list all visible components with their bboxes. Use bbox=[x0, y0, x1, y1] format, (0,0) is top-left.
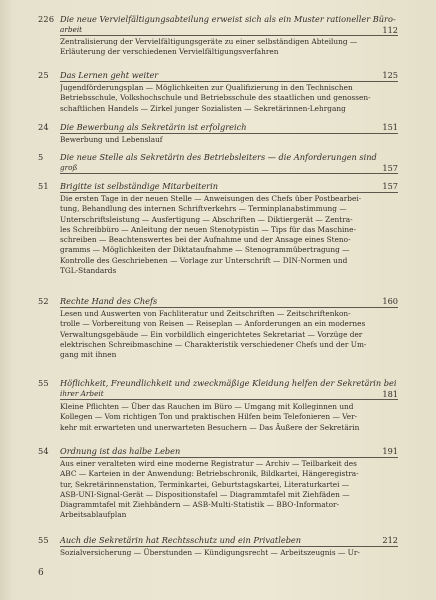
toc-entry bbox=[38, 535, 398, 557]
summary-line: gang mit ihnen bbox=[60, 350, 117, 360]
summary-line: Kontrolle des Geschriebenen — Vorlage zur Unterschrift — DIN-Normen und bbox=[60, 255, 348, 265]
summary-line: schaftlichen Handels — Zirkel junger Sozialisten — Sekretärinnen-Lehrgang bbox=[60, 103, 346, 113]
divider bbox=[60, 133, 398, 134]
summary-line: Zentralisierung der Vervielfältigungsgeräte zu einer selbständigen Abteilung — bbox=[60, 37, 358, 46]
chapter-number: 52 bbox=[38, 296, 49, 306]
divider bbox=[60, 399, 398, 400]
chapter-number: 55 bbox=[38, 535, 49, 545]
chapter-title: Die neue Stelle als Sekretärin des Betriebsleiters — die Anforderungen sind bbox=[60, 152, 377, 162]
chapter-number: 54 bbox=[38, 446, 49, 456]
toc-entry bbox=[38, 152, 398, 173]
summary-line: Diagrammtafel mit Ziehbändern — ASB-Multi-Statistik — BBO-Informator- bbox=[60, 500, 340, 510]
summary-line: kehr mit erwarteten und unerwarteten Besuchern — Das Äußere der Sekretärin bbox=[60, 422, 360, 432]
summary-line: Erläuterung der verschiedenen Vervielfältigungsverfahren bbox=[60, 47, 279, 57]
chapter-summary bbox=[60, 37, 398, 58]
chapter-summary bbox=[60, 83, 398, 114]
page-number: 157 bbox=[382, 181, 398, 191]
chapter-title: Brigitte ist selbständige Mitarbeiterin bbox=[60, 181, 218, 191]
summary-line: ABC — Karteien in der Anwendung: Betriebschronik, Bildkartei, Hängeregistra- bbox=[60, 469, 359, 479]
divider bbox=[60, 35, 398, 36]
divider bbox=[60, 81, 398, 82]
summary-line: tung, Behandlung des internen Schriftverkehrs — Terminplanabstimmung — bbox=[60, 204, 347, 214]
chapter-title: Die neue Vervielfältigungsabteilung erweist sich als ein Muster rationeller Büro- bbox=[60, 14, 396, 24]
summary-line: Sozialversicherung — Überstunden — Kündigungsrecht — Arbeitszeugnis — Ur- bbox=[60, 548, 360, 557]
divider bbox=[60, 546, 398, 547]
chapter-title-cont: arbeit bbox=[60, 25, 83, 34]
toc-entry bbox=[38, 122, 398, 144]
chapter-number: 24 bbox=[38, 122, 49, 132]
toc-entry bbox=[38, 446, 398, 520]
page-number: 181 bbox=[382, 389, 398, 399]
summary-line: Die ersten Tage in der neuen Stelle — Anweisungen des Chefs über Postbearbei- bbox=[60, 194, 362, 203]
summary-line: TGL-Standards bbox=[60, 266, 117, 276]
chapter-title: Die Bewerbung als Sekretärin ist erfolgreich bbox=[60, 122, 247, 132]
summary-line: Aus einer veralteten wird eine moderne Registratur — Archiv — Teilbarkeit des bbox=[60, 459, 357, 468]
chapter-summary bbox=[60, 309, 398, 360]
chapter-number: 226 bbox=[38, 14, 55, 24]
summary-line: schreiben — Beachtenswertes bei der Aufnahme und der Ansage eines Steno- bbox=[60, 235, 351, 245]
chapter-summary bbox=[60, 548, 398, 558]
chapter-title: Das Lernen geht weiter bbox=[60, 70, 159, 80]
chapter-summary bbox=[60, 135, 398, 145]
page-number: 212 bbox=[382, 535, 398, 545]
summary-line: Lesen und Auswerten von Fachliteratur und Zeitschriften — Zeitschriftenkon- bbox=[60, 309, 351, 318]
summary-line: Bewerbung und Lebenslauf bbox=[60, 135, 163, 144]
summary-line: Jugendförderungsplan — Möglichkeiten zur Qualifizierung in den Technischen bbox=[60, 83, 353, 92]
summary-line: trolle — Vorbereitung von Reisen — Reiseplan — Anforderungen an ein modernes bbox=[60, 319, 366, 329]
chapter-number: 51 bbox=[38, 181, 49, 191]
summary-line: Arbeitsablaufplan bbox=[60, 510, 127, 520]
chapter-summary bbox=[60, 459, 398, 521]
toc-entry bbox=[38, 70, 398, 113]
page-number: 191 bbox=[382, 446, 398, 456]
summary-line: les Schreibbüro — Anleitung der neuen Stenotypistin — Tips für das Maschine- bbox=[60, 224, 356, 234]
chapter-title-cont: ihrer Arbeit bbox=[60, 389, 104, 398]
divider bbox=[60, 457, 398, 458]
chapter-title: Auch die Sekretärin hat Rechtsschutz und ein Privatleben bbox=[60, 535, 302, 545]
summary-line: gramms — Möglichkeiten der Diktataufnahme — Stenogrammübertragung — bbox=[60, 245, 350, 255]
page-number: 160 bbox=[382, 296, 398, 306]
page-number: 112 bbox=[382, 25, 398, 35]
chapter-summary bbox=[60, 194, 398, 276]
page-number: 157 bbox=[382, 163, 398, 173]
page-number: 151 bbox=[382, 122, 398, 132]
footer-page-number: 6 bbox=[38, 568, 44, 578]
divider bbox=[60, 173, 398, 174]
toc-entry bbox=[38, 181, 398, 276]
chapter-number: 25 bbox=[38, 70, 49, 80]
chapter-number: 55 bbox=[38, 378, 49, 388]
toc-entry bbox=[38, 378, 398, 432]
summary-line: ASB-UNI-Signal-Gerät — Dispositionstafel — Diagrammtafel mit Ziehfäden — bbox=[60, 489, 350, 499]
summary-line: elektrischen Schreibmaschine — Charakteristik verschiedener Chefs und der Um- bbox=[60, 339, 367, 349]
summary-line: Unterschriftsleistung — Ausfertigung — Abschriften — Diktiergerät — Zentra- bbox=[60, 214, 353, 224]
summary-line: Betriebsschule, Volkshochschule und Betriebsschule des staatlichen und genossen- bbox=[60, 93, 371, 103]
summary-line: Verwaltungsgebäude — Ein vorbildlich eingerichtetes Sekretariat — Vorzüge der bbox=[60, 329, 363, 339]
toc-entry bbox=[38, 14, 398, 57]
page-number: 125 bbox=[382, 70, 398, 80]
divider bbox=[60, 307, 398, 308]
chapter-title: Ordnung ist das halbe Leben bbox=[60, 446, 181, 456]
chapter-number: 5 bbox=[38, 152, 44, 162]
chapter-summary bbox=[60, 402, 398, 433]
divider bbox=[60, 192, 398, 193]
chapter-title: Höflichkeit, Freundlichkeit und zweckmäßige Kleidung helfen der Sekretärin bei bbox=[60, 378, 397, 388]
toc-entry bbox=[38, 296, 398, 360]
summary-line: Kollegen — Vom richtigen Ton und praktischen Hilfen beim Telefonieren — Ver- bbox=[60, 412, 358, 422]
summary-line: tur, Sekretärinnenstation, Terminkartei, Geburtstagskartei, Literaturkartei — bbox=[60, 479, 350, 489]
chapter-title: Rechte Hand des Chefs bbox=[60, 296, 158, 306]
chapter-title-cont: groß bbox=[60, 163, 78, 172]
summary-line: Kleine Pflichten — Über das Rauchen im Büro — Umgang mit Kolleginnen und bbox=[60, 402, 354, 411]
